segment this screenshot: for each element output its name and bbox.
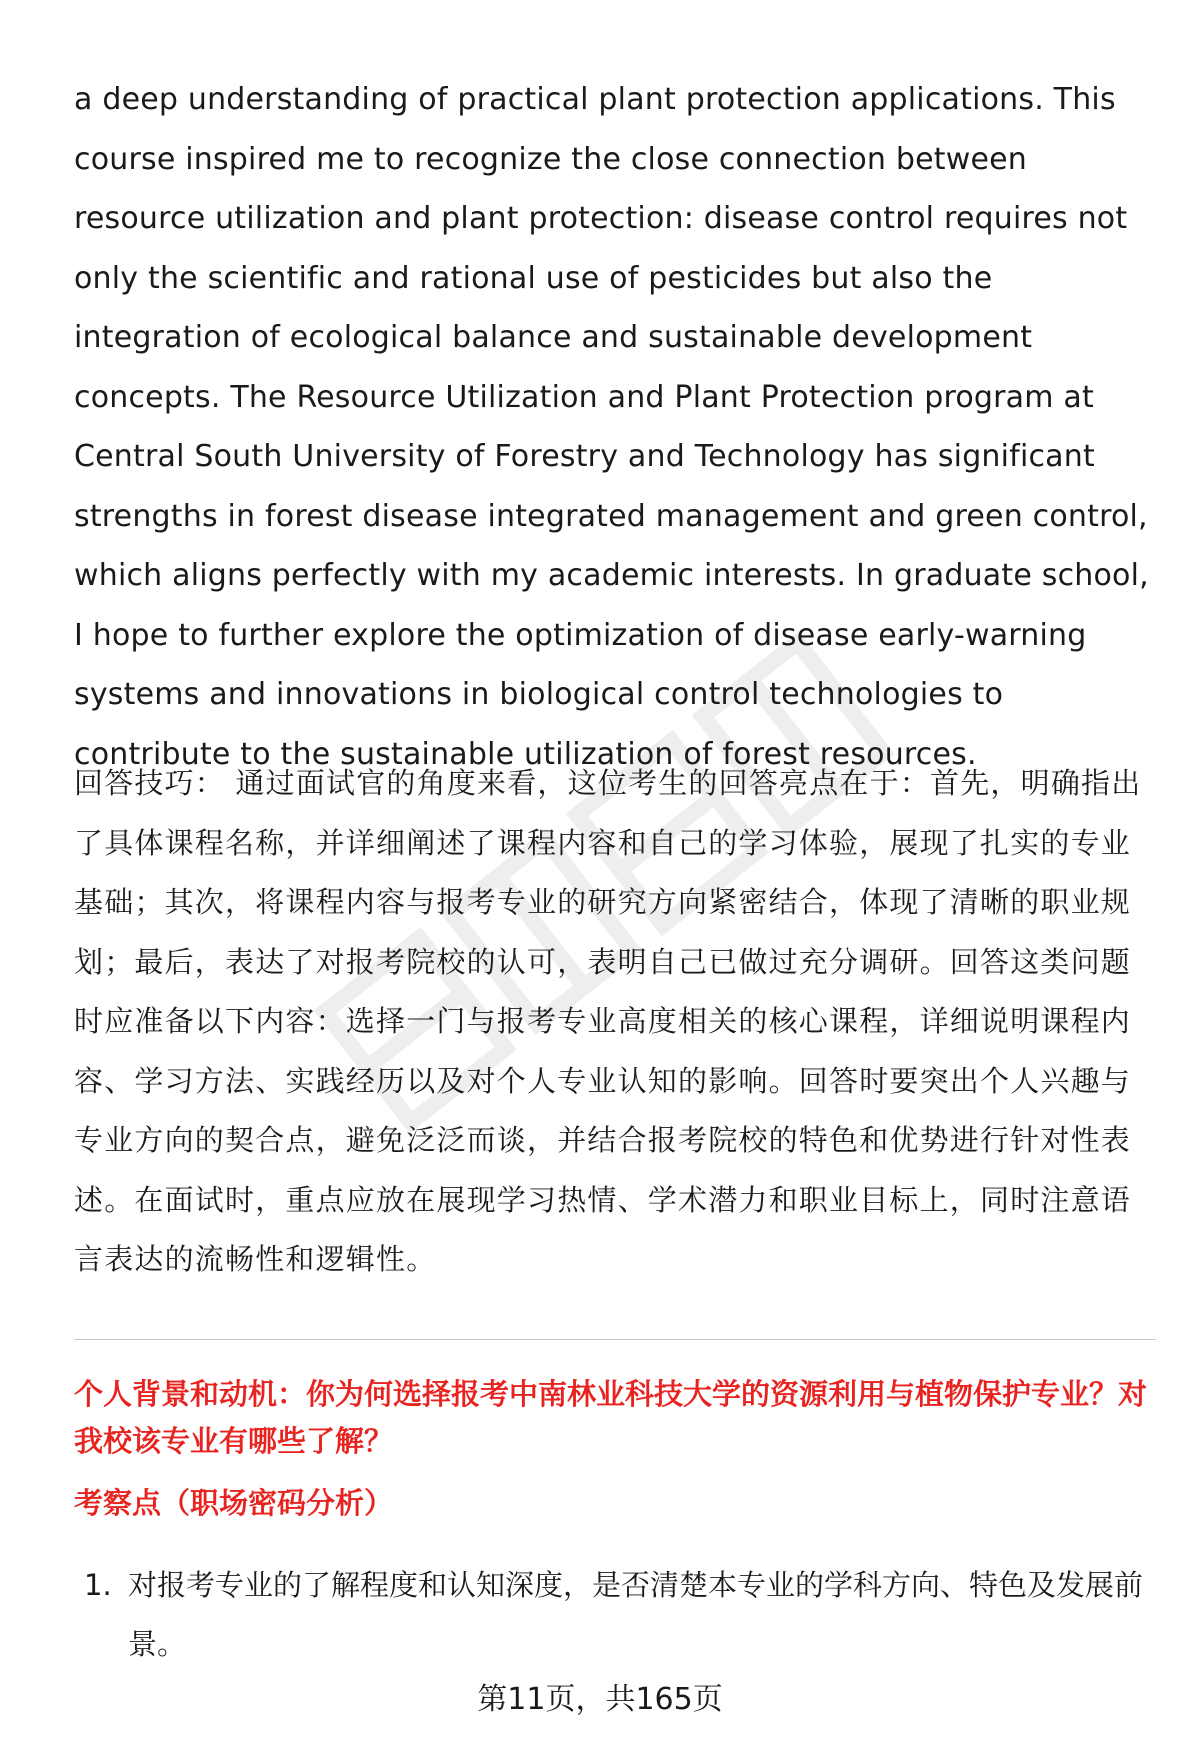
body-paragraph: a deep understanding of practical plant protection applications. This course inspired me to recognize the close connection between resource utilization and plant protection: disease control requires not only the scientific and rational use of pesticides but also the integration of ecological balance and sustainable development concepts. The Resource Utilization and Plant Protection program at Central South University of Forestry and Technology has significant strengths in forest disease integrated management and green control, which aligns perfectly with my academic interests. In graduate school, I hope to further explore the optimization of disease early-warning systems and innovations in biological control technologies to contribute to the sustainable utilization of forest resources.: [74, 82, 1149, 772]
list-item-number: 1.: [84, 1568, 112, 1602]
analysis-list: [74, 1556, 1156, 1674]
page-number-footer: 第11页，共165页: [477, 1682, 723, 1717]
tips-paragraph: 回答技巧： 通过面试官的角度来看，这位考生的回答亮点在于：首先，明确指出了具体课程名称，并详细阐述了课程内容和自己的学习体验，展现了扎实的专业基础；其次，将课程内容与报考专业的研究方向紧密结合，体现了清晰的职业规划；最后，表达了对报考院校的认可，表明自己已做过充分调研。回答这类问题时应准备以下内容：选择一门与报考专业高度相关的核心课程，详细说明课程内容、学习方法、实践经历以及对个人专业认知的影响。回答时要突出个人兴趣与专业方向的契合点，避免泛泛而谈，并结合报考院校的特色和优势进行针对性表述。在面试时，重点应放在展现学习热情、学术潜力和职业目标上，同时注意语言表达的流畅性和逻辑性。: [74, 766, 1142, 1276]
list-item-text: 对报考专业的了解程度和认知深度，是否清楚本专业的学科方向、特色及发展前景。: [128, 1568, 1144, 1661]
question-heading: 个人背景和动机：你为何选择报考中南林业科技大学的资源利用与植物保护专业？对我校该专业有哪些了解？: [74, 1377, 1148, 1458]
analysis-heading: 考察点（职场密码分析）: [74, 1486, 394, 1520]
section-divider: [74, 1339, 1156, 1340]
list-item: [74, 1556, 1156, 1674]
